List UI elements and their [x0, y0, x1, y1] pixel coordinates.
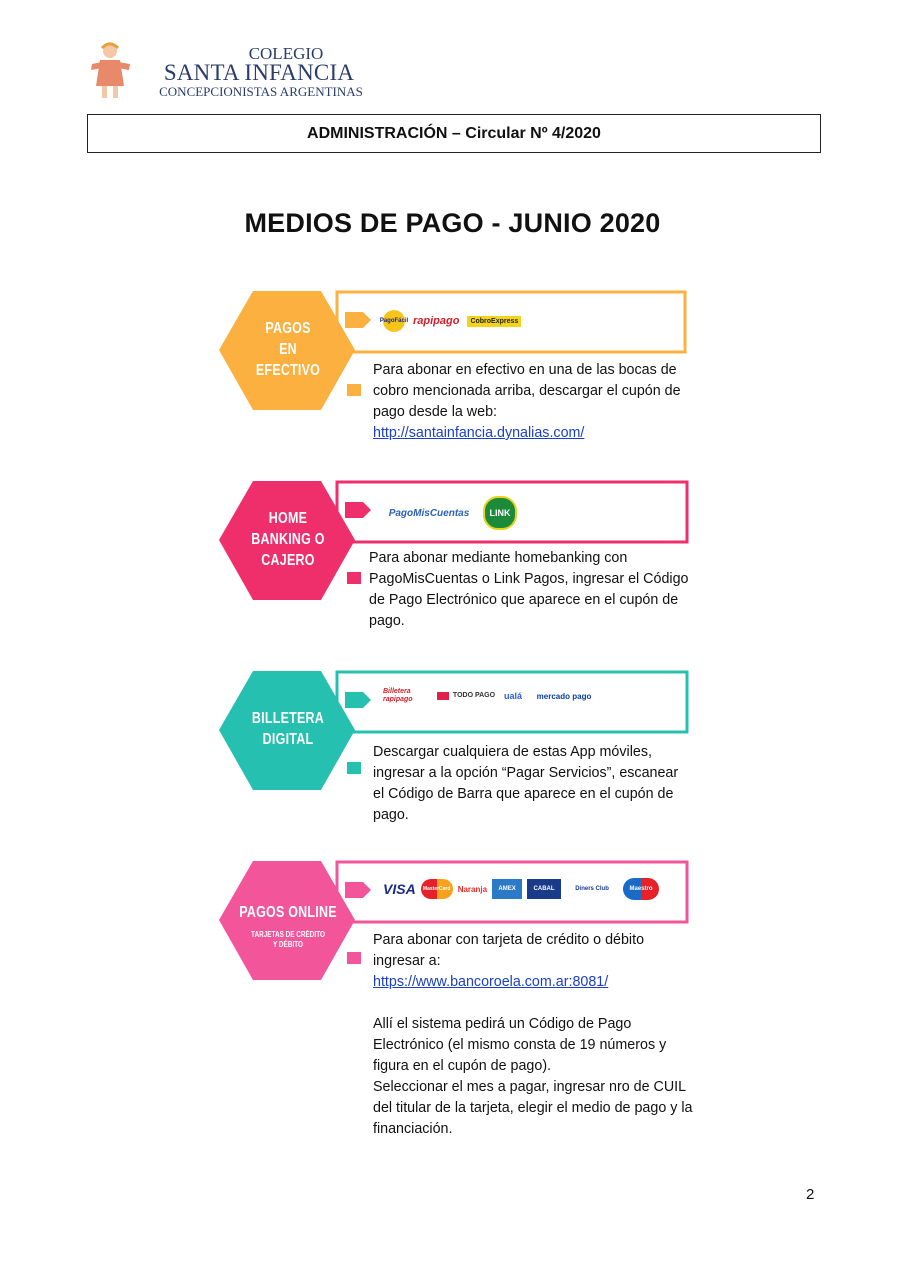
cabal-logo: CABAL [527, 879, 561, 899]
circular-title: ADMINISTRACIÓN – Circular Nº 4/2020 [307, 124, 601, 142]
maestro-logo: Maestro [623, 878, 659, 900]
bancoroela-link[interactable]: https://www.bancoroela.com.ar:8081/ [373, 974, 609, 990]
brand-logos [383, 496, 517, 530]
circular-header [87, 114, 821, 153]
cobroexpress-logo: CobroExpress [467, 316, 521, 327]
pagofacil-logo: PagoFácil [383, 310, 405, 332]
section-pagos-online [215, 858, 695, 1138]
school-name-line3: CONCEPCIONISTAS ARGENTINAS [159, 84, 363, 99]
section-label: HOME BANKING O CAJERO [251, 510, 325, 569]
section-billetera-digital [215, 668, 695, 858]
uala-logo: ualá [504, 691, 523, 701]
naranja-logo: Naranja [457, 884, 488, 894]
child-figure-icon [88, 42, 136, 100]
school-name-line1: COLEGIO [248, 44, 324, 63]
brand-logos [383, 878, 659, 900]
diners-club-logo: Diners Club [575, 886, 609, 892]
payment-code-note: Allí el sistema pedirá un Código de Pago Electrónico (el mismo consta de 19 números y figura en el cupón de pago). [373, 1016, 667, 1074]
link-logo: LINK [483, 496, 517, 530]
page-title: MEDIOS DE PAGO - JUNIO 2020 [244, 208, 661, 238]
school-logo [88, 40, 378, 102]
page-number: 2 [806, 1186, 815, 1203]
section-home-banking [215, 478, 695, 668]
school-name-line2: SANTA INFANCIA [163, 60, 355, 85]
section-label: PAGOS ONLINE [239, 904, 337, 921]
section-label: PAGOS EN EFECTIVO [255, 320, 321, 379]
section-pagos-efectivo [215, 288, 695, 478]
amex-logo: AMEX [492, 879, 522, 899]
section-description: Para abonar con tarjeta de crédito o débito ingresar a: https://www.bancoroela.com.ar:8081/ Allí el sistema pedirá un Código de Pago Electrónico (el mismo consta de 19 números y figura en el cupón de pago). Seleccionar el mes a pagar, ingresar nro de CUIL del titular de la tarjeta, elegir el medio de pago y la financiación. [373, 930, 693, 1140]
visa-logo: VISA [383, 881, 416, 897]
billetera-rapipago-logo: Billetera rapipago [383, 688, 413, 703]
brand-logos [379, 310, 521, 332]
rapipago-logo: rapipago [413, 315, 460, 327]
mastercard-logo: MasterCard [421, 879, 453, 899]
section-description: Para abonar en efectivo en una de las bocas de cobro mencionada arriba, descargar el cupón de pago desde la web: http://santainfancia.dynalias.com/ [373, 362, 681, 441]
todopago-logo: TODO PAGO [437, 692, 496, 700]
section-description: Descargar cualquiera de estas App móviles, ingresar a la opción “Pagar Servicios”, escanear el Código de Barra que aparece en el cupón de pago. [373, 744, 679, 823]
cupon-web-link[interactable]: http://santainfancia.dynalias.com/ [373, 425, 585, 441]
section-description: Para abonar mediante homebanking con PagoMisCuentas o Link Pagos, ingresar el Código de Pago Electrónico que aparece en el cupón de pago. [369, 550, 689, 629]
section-sublabel: TARJETAS DE CRÉDITO Y DÉBITO [251, 930, 325, 949]
pagomiscuentas-logo: PagoMisCuentas [388, 507, 470, 519]
payment-steps-note: Seleccionar el mes a pagar, ingresar nro de CUIL del titular de la tarjeta, elegir el medio de pago y la financiación. [373, 1079, 693, 1137]
section-label: BILLETERA DIGITAL [251, 710, 325, 748]
brand-logos [383, 688, 598, 704]
mercadopago-logo: mercado pago [536, 691, 592, 701]
